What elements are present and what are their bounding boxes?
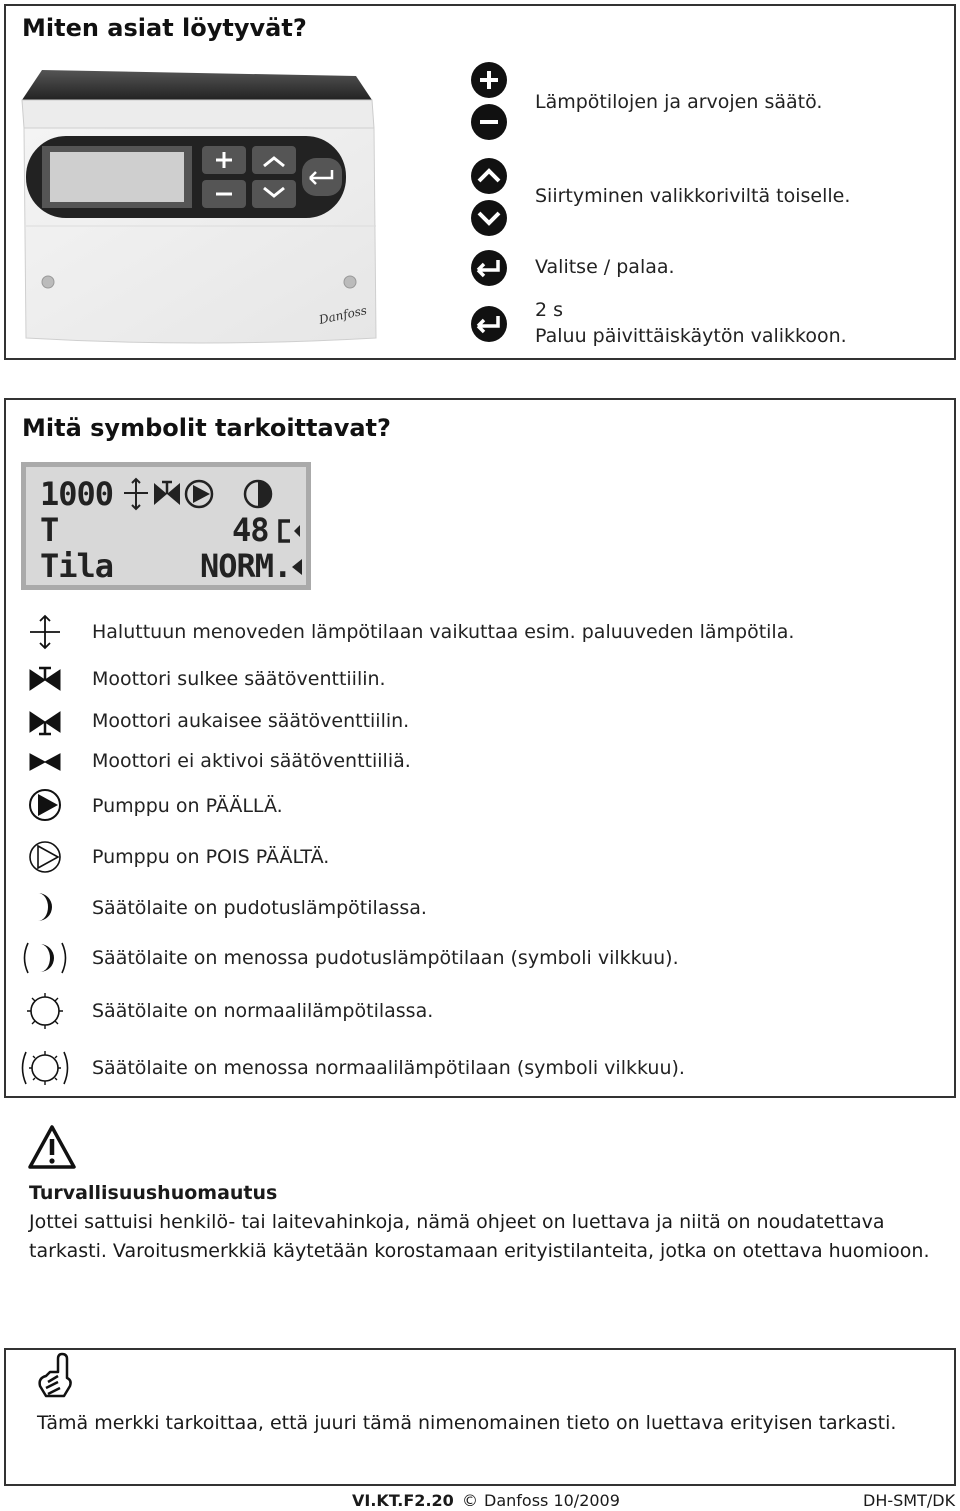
- pump-off-icon: [28, 840, 62, 874]
- footer-copyright: ©: [462, 1491, 478, 1510]
- pointing-hand-icon: [36, 1352, 76, 1400]
- button-desc-adjust: Lämpötilojen ja arvojen säätö.: [535, 91, 823, 113]
- lcd-row2-label: T: [40, 511, 59, 549]
- lcd-row3-value: NORM.: [200, 547, 292, 585]
- note-body: Tämä merkki tarkoittaa, että juuri tämä nimenomainen tieto on luettava erityisen tarkasti.: [37, 1412, 897, 1434]
- symbol-desc-pump-on: Pumppu on PÄÄLLÄ.: [92, 795, 283, 817]
- pump-on-icon: [28, 788, 62, 822]
- symbol-desc-moon: Säätölaite on pudotuslämpötilassa.: [92, 897, 427, 919]
- section-title: Miten asiat löytyvät?: [22, 14, 307, 42]
- footer-company-date: Danfoss 10/2009: [484, 1491, 620, 1510]
- lcd-celsius-icon: [272, 515, 302, 547]
- button-desc-hold-time: 2 s: [535, 299, 564, 321]
- symbol-desc-sun-blinking: Säätölaite on menossa normaalilämpötilaan (symboli vilkkuu).: [92, 1057, 685, 1079]
- influence-arrow-icon: [28, 614, 62, 650]
- symbol-desc-valve-idle: Moottori ei aktivoi säätöventtiiliä.: [92, 750, 411, 772]
- symbol-desc-pump-off: Pumppu on POIS PÄÄLTÄ.: [92, 846, 330, 868]
- symbol-desc-valve-opening: Moottori aukaisee säätöventtiilin.: [92, 710, 410, 732]
- controller-device-illustration: [20, 66, 378, 348]
- button-desc-select: Valitse / palaa.: [535, 256, 675, 278]
- lcd-status-icons: [122, 477, 282, 511]
- warning-triangle-icon: [27, 1124, 77, 1170]
- lcd-display: [21, 462, 311, 590]
- safety-body: Jottei sattuisi henkilö- tai laitevahinkoja, nämä ohjeet on luettava ja niitä on noudatettava tarkasti. Varoitusmerkkiä käytetään korostamaan erityistilanteita, jotka on otettava huomioon.: [29, 1211, 930, 1262]
- valve-closing-icon: [28, 666, 62, 694]
- button-desc-navigate: Siirtyminen valikkoriviltä toiselle.: [535, 185, 851, 207]
- lcd-row1-value: 1000: [40, 475, 114, 513]
- moon-icon: [28, 890, 62, 924]
- symbol-desc-sun: Säätölaite on normaalilämpötilassa.: [92, 1000, 434, 1022]
- footer-dept: DH-SMT/DK: [863, 1491, 956, 1510]
- symbol-desc-moon-blinking: Säätölaite on menossa pudotuslämpötilaan (symboli vilkkuu).: [92, 947, 679, 969]
- valve-idle-icon: [28, 750, 62, 774]
- lcd-cursor-icon: [288, 555, 304, 579]
- symbol-desc-influence: Haluttuun menoveden lämpötilaan vaikuttaa esim. paluuveden lämpötila.: [92, 621, 795, 643]
- lcd-row3-label: Tila: [40, 547, 114, 585]
- safety-title: Turvallisuushuomautus: [29, 1182, 278, 1204]
- sun-blinking-icon: [20, 1048, 70, 1088]
- enter-hold-icon: [469, 304, 509, 344]
- button-desc-return: Paluu päivittäiskäytön valikkoon.: [535, 325, 847, 347]
- section-title: Mitä symbolit tarkoittavat?: [22, 414, 391, 442]
- enter-icon: [469, 248, 509, 288]
- plus-minus-icon: [469, 62, 509, 142]
- footer-code: VI.KT.F2.20: [352, 1491, 454, 1510]
- svg-text:Danfoss: Danfoss: [317, 303, 369, 327]
- symbol-desc-valve-closing: Moottori sulkee säätöventtiilin.: [92, 668, 386, 690]
- moon-blinking-icon: [20, 940, 70, 976]
- lcd-row2-value: 48: [232, 511, 269, 549]
- sun-icon: [26, 992, 64, 1030]
- up-down-icon: [469, 158, 509, 238]
- valve-opening-icon: [28, 708, 62, 736]
